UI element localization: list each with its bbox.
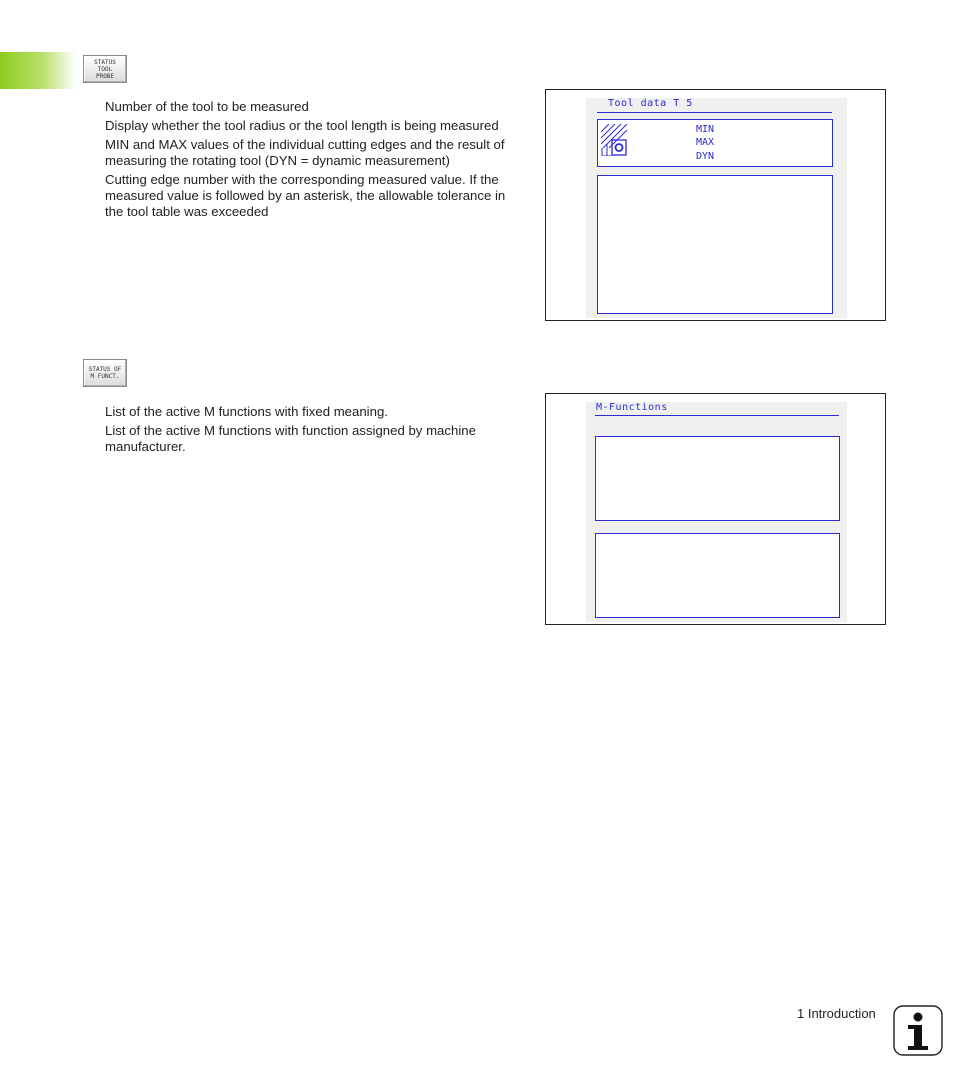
title-underline [597,112,832,113]
fixed-m-functions-box [595,436,840,521]
title-underline [595,415,839,416]
status-tool-probe-softkey[interactable]: STATUS TOOL PROBE [83,55,127,83]
dyn-label: DYN [696,151,715,162]
panel-title: M-Functions [596,402,668,413]
status-panel [586,98,847,318]
max-label: MAX [696,137,715,148]
description-item: List of the active M functions with fixed meaning. [105,404,388,419]
description-item: List of the active M functions with function assigned by machine manufacturer. [105,423,476,454]
description-item: Number of the tool to be measured [105,99,309,114]
min-label: MIN [696,124,715,135]
oem-m-functions-box [595,533,840,618]
tool-probe-icon [601,124,627,156]
info-icon [893,1005,943,1056]
description-item: Cutting edge number with the corresponding measured value. If the measured value is followed by an asterisk, the allowable tolerance in the tool table was exceeded [105,172,506,219]
status-of-m-functions-softkey[interactable]: STATUS OF M FUNCT. [83,359,127,387]
description-item: MIN and MAX values of the individual cutting edges and the result of measuring the rotating tool (DYN = dynamic measurement) [105,137,505,168]
chapter-footer: 1 Introduction [797,1006,876,1021]
description-item: Display whether the tool radius or the tool length is being measured [105,118,499,133]
tool-probe-status-screenshot [545,89,886,321]
tool-probe-description [105,99,520,223]
cutting-edge-values-box [597,175,833,314]
panel-title: Tool data T 5 [608,98,693,109]
m-functions-status-screenshot [545,393,886,625]
chapter-tab-marker [0,52,76,89]
m-functions-description [105,404,520,458]
measurement-type-box [597,119,833,167]
status-panel [586,402,847,622]
